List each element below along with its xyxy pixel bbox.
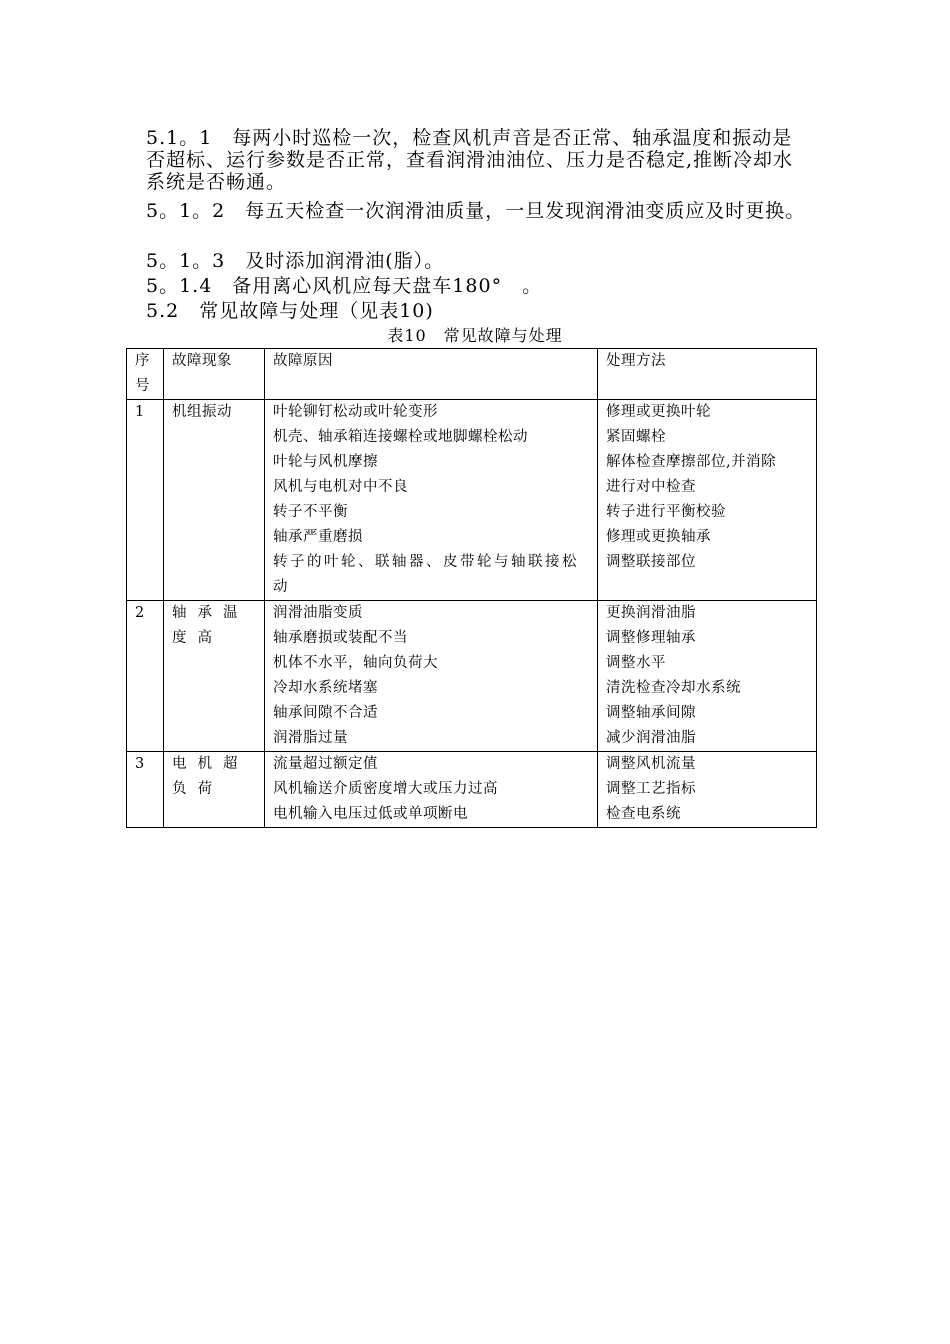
- fault-table: [126, 348, 817, 828]
- cause-item: 风机与电机对中不良: [273, 479, 408, 495]
- header-symptom: 故障现象: [164, 349, 265, 400]
- cause-item: 机壳、轴承箱连接螺栓或地脚螺栓松动: [273, 429, 528, 445]
- cause-item: 风机输送介质密度增大或压力过高: [273, 781, 498, 797]
- row-no: 2: [127, 601, 164, 752]
- header-cause: 故障原因: [265, 349, 598, 400]
- method-item: 清洗检查冷却水系统: [606, 680, 741, 696]
- cause-item: 轴承严重磨损: [273, 529, 363, 545]
- method-item: 解体检查摩擦部位,并消除: [606, 454, 777, 470]
- row-causes: [265, 601, 598, 752]
- cause-item: 机体不水平，轴向负荷大: [273, 655, 438, 671]
- row-no: 1: [127, 400, 164, 601]
- paragraph-5-1-3: 5。1。3 及时添加润滑油(脂）。: [146, 250, 445, 272]
- paragraph-5-1-4: 5。1.4 备用离心风机应每天盘车180° 。: [146, 275, 543, 297]
- row-methods: [598, 601, 817, 752]
- header-method: 处理方法: [598, 349, 817, 400]
- cause-item: 流量超过额定值: [273, 756, 378, 772]
- cause-item: 转子不平衡: [273, 504, 348, 520]
- cause-item: 轴承磨损或装配不当: [273, 630, 408, 646]
- method-item: 修理或更换叶轮: [606, 404, 711, 420]
- method-item: 调整水平: [606, 655, 666, 671]
- paragraph-5-1-1: 5.1。1 每两小时巡检一次，检查风机声音是否正常、轴承温度和振动是否超标、运行参数是否正常，查看润滑油油位、压力是否稳定,推断冷却水系统是否畅通。: [146, 127, 794, 193]
- cause-item: 叶轮与风机摩擦: [273, 454, 378, 470]
- method-item: 调整风机流量: [606, 756, 696, 772]
- cause-item: 轴承间隙不合适: [273, 705, 378, 721]
- method-item: 调整工艺指标: [606, 781, 696, 797]
- cause-item: 叶轮铆钉松动或叶轮变形: [273, 404, 438, 420]
- method-item: 调整联接部位: [606, 554, 696, 570]
- row-symptom: 轴承温度高: [164, 601, 265, 752]
- method-item: 进行对中检查: [606, 479, 696, 495]
- paragraph-5-1-2: 5。1。2 每五天检查一次润滑油质量，一旦发现润滑油变质应及时更换。: [146, 200, 806, 222]
- row-causes: [265, 752, 598, 828]
- row-symptom: 机组振动: [164, 400, 265, 601]
- method-item: 减少润滑油脂: [606, 730, 696, 746]
- method-item: 紧固螺栓: [606, 429, 666, 445]
- row-no: 3: [127, 752, 164, 828]
- table-caption: 表10 常见故障与处理: [387, 326, 563, 345]
- cause-item: 润滑油脂变质: [273, 605, 363, 621]
- method-item: 调整轴承间隙: [606, 705, 696, 721]
- method-item: 修理或更换轴承: [606, 529, 711, 545]
- row-causes: [265, 400, 598, 601]
- cause-item: 电机输入电压过低或单项断电: [273, 806, 468, 822]
- row-methods: [598, 752, 817, 828]
- table-row: [127, 601, 817, 752]
- method-item: 调整修理轴承: [606, 630, 696, 646]
- row-methods: [598, 400, 817, 601]
- table-header-row: [127, 349, 817, 400]
- table-row: [127, 752, 817, 828]
- cause-item: 转子的叶轮、联轴器、皮带轮与轴联接松动: [273, 554, 579, 595]
- table-row: [127, 400, 817, 601]
- cause-item: 冷却水系统堵塞: [273, 680, 378, 696]
- method-item: 检查电系统: [606, 806, 681, 822]
- paragraph-5-2: 5.2 常见故障与处理（见表10): [146, 300, 434, 322]
- method-item: 转子进行平衡校验: [606, 504, 726, 520]
- row-symptom: 电机超负荷: [164, 752, 265, 828]
- method-item: 更换润滑油脂: [606, 605, 696, 621]
- header-no: 序号: [127, 349, 164, 400]
- cause-item: 润滑脂过量: [273, 730, 348, 746]
